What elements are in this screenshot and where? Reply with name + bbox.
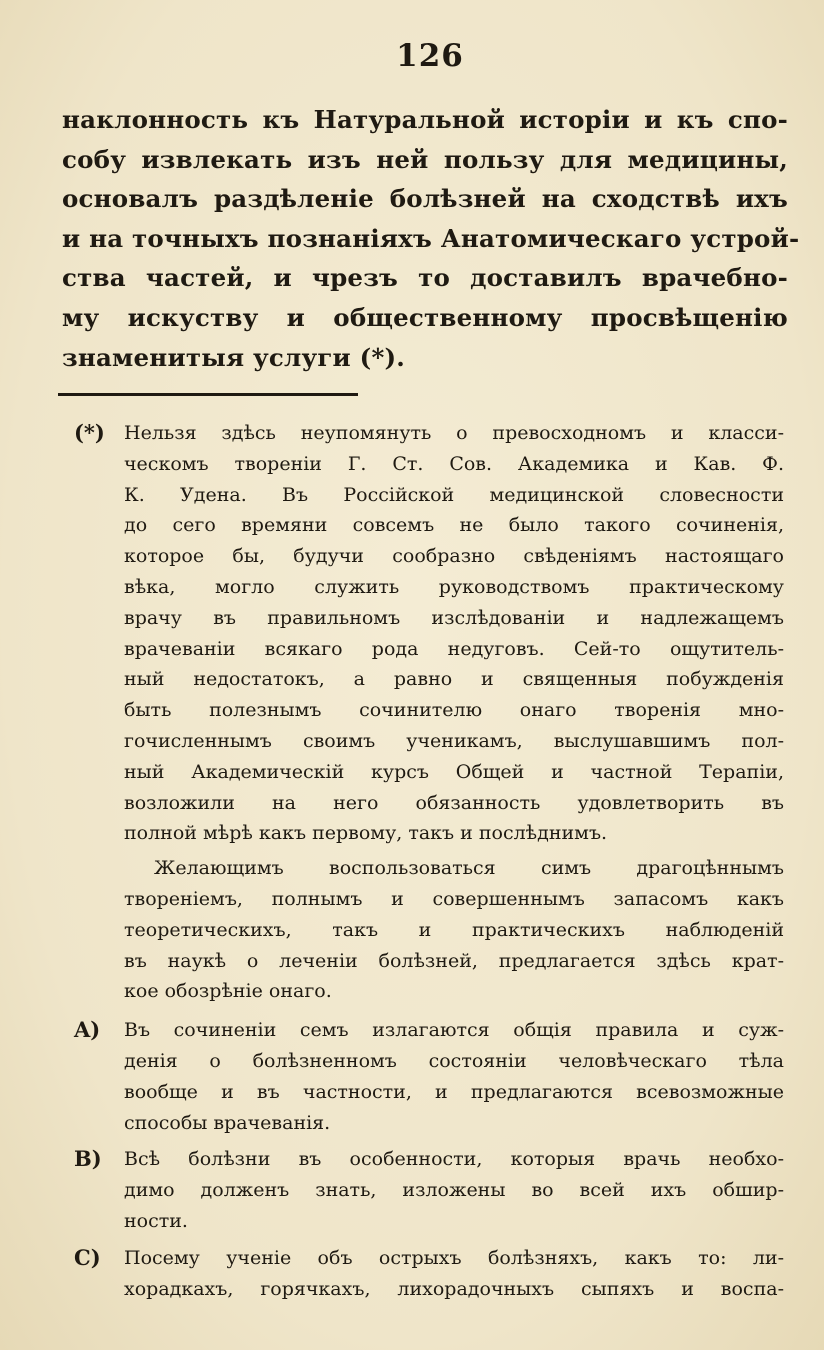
- text-line: знаменитыя услуги (*).: [62, 342, 405, 372]
- list-marker: A): [74, 1017, 101, 1043]
- footnote-line: ческомъ твореніи Г. Ст. Сов. Академика и Кав. Ф.: [124, 452, 784, 475]
- footnote-line: гочисленнымъ своимъ ученикамъ, выслушавшимъ пол-: [124, 729, 784, 752]
- footnote-line: врачеваніи всякаго рода недуговъ. Сей-то ощутитель-: [124, 637, 784, 660]
- list-item-b: [74, 1144, 784, 1236]
- footnote-line: которое бы, будучи сообразно свѣденіямъ настоящаго: [124, 545, 784, 568]
- footnote-line: полной мѣрѣ какъ первому, такъ и послѣднимъ.: [124, 822, 608, 845]
- page-number: 126: [396, 38, 464, 74]
- footnote-line: до сего времяни совсемъ не было такого сочиненія,: [124, 514, 784, 537]
- list-item-line: ности.: [124, 1209, 188, 1232]
- footnote-line: вѣка, могло служить руководствомъ практическому: [124, 575, 784, 598]
- text-line: му искуству и общественному просвѣщенію: [62, 302, 788, 332]
- text-line: основалъ раздѣленіе болѣзней на сходствѣ ихъ: [62, 184, 788, 214]
- footnote-line: возложили на него обязанность удовлетворить въ: [124, 791, 784, 814]
- list-item-a: [74, 1015, 784, 1138]
- list-item-line: Посему ученіе объ острыхъ болѣзняхъ, какъ то: ли-: [124, 1246, 784, 1269]
- footnote-divider: [58, 393, 358, 396]
- footnote: [74, 418, 784, 849]
- main-text: [62, 100, 800, 377]
- footnote-line: врачу въ правильномъ изслѣдованіи и надлежащемъ: [124, 606, 784, 629]
- text-line: ства частей, и чрезъ то доставилъ врачебно-: [62, 263, 788, 293]
- footnote-line: Нельзя здѣсь неупомянуть о превосходномъ и класси-: [124, 422, 784, 444]
- list-item-c: [74, 1243, 784, 1305]
- list-item-line: Въ сочиненіи семъ излагаются общія правила и суж-: [124, 1019, 784, 1042]
- list-item-line: способы врачеванія.: [124, 1111, 331, 1134]
- footnote-line: ный Академическій курсъ Общей и частной Терапіи,: [124, 760, 784, 783]
- paragraph-line: твореніемъ, полнымъ и совершеннымъ запасомъ какъ: [124, 887, 784, 910]
- paragraph-line: теоретическихъ, такъ и практическихъ наблюденій: [124, 918, 784, 941]
- footnote-line: быть полезнымъ сочинителю онаго творенія мно-: [124, 699, 784, 722]
- footnote-line: К. Удена. Въ Россійской медицинской словесности: [124, 483, 784, 506]
- list-item-line: хорадкахъ, горячкахъ, лихорадочныхъ сыпяхъ и воспа-: [124, 1277, 784, 1300]
- paragraph-line: Желающимъ воспользоваться симъ драгоцѣннымъ: [154, 857, 784, 880]
- list-item-line: денія о болѣзненномъ состояніи человѣческаго тѣла: [124, 1049, 784, 1072]
- paragraph-line: кое обозрѣніе онаго.: [124, 980, 332, 1003]
- footnote-block: [74, 418, 784, 1304]
- text-line: собу извлекать изъ ней пользу для медицины,: [62, 144, 788, 174]
- list-item-line: Всѣ болѣзни въ особенности, которыя врачь необхо-: [124, 1148, 784, 1171]
- text-line: и на точныхъ познаніяхъ Анатомическаго устрой-: [62, 223, 800, 253]
- footnote-mark: (*): [74, 420, 105, 445]
- list-item-line: вообще и въ частности, и предлагаются всевозможные: [124, 1080, 784, 1103]
- text-line: наклонность къ Натуральной исторіи и къ спо-: [62, 105, 788, 134]
- list-item-line: димо долженъ знать, изложены во всей ихъ обшир-: [124, 1179, 784, 1202]
- intro-paragraph: [74, 853, 784, 1007]
- footnote-line: ный недостатокъ, а равно и священныя побужденія: [124, 668, 784, 691]
- list-marker: C): [74, 1244, 101, 1270]
- paragraph-line: въ наукѣ о леченіи болѣзней, предлагается здѣсь крат-: [124, 949, 784, 972]
- list-marker: B): [74, 1146, 102, 1172]
